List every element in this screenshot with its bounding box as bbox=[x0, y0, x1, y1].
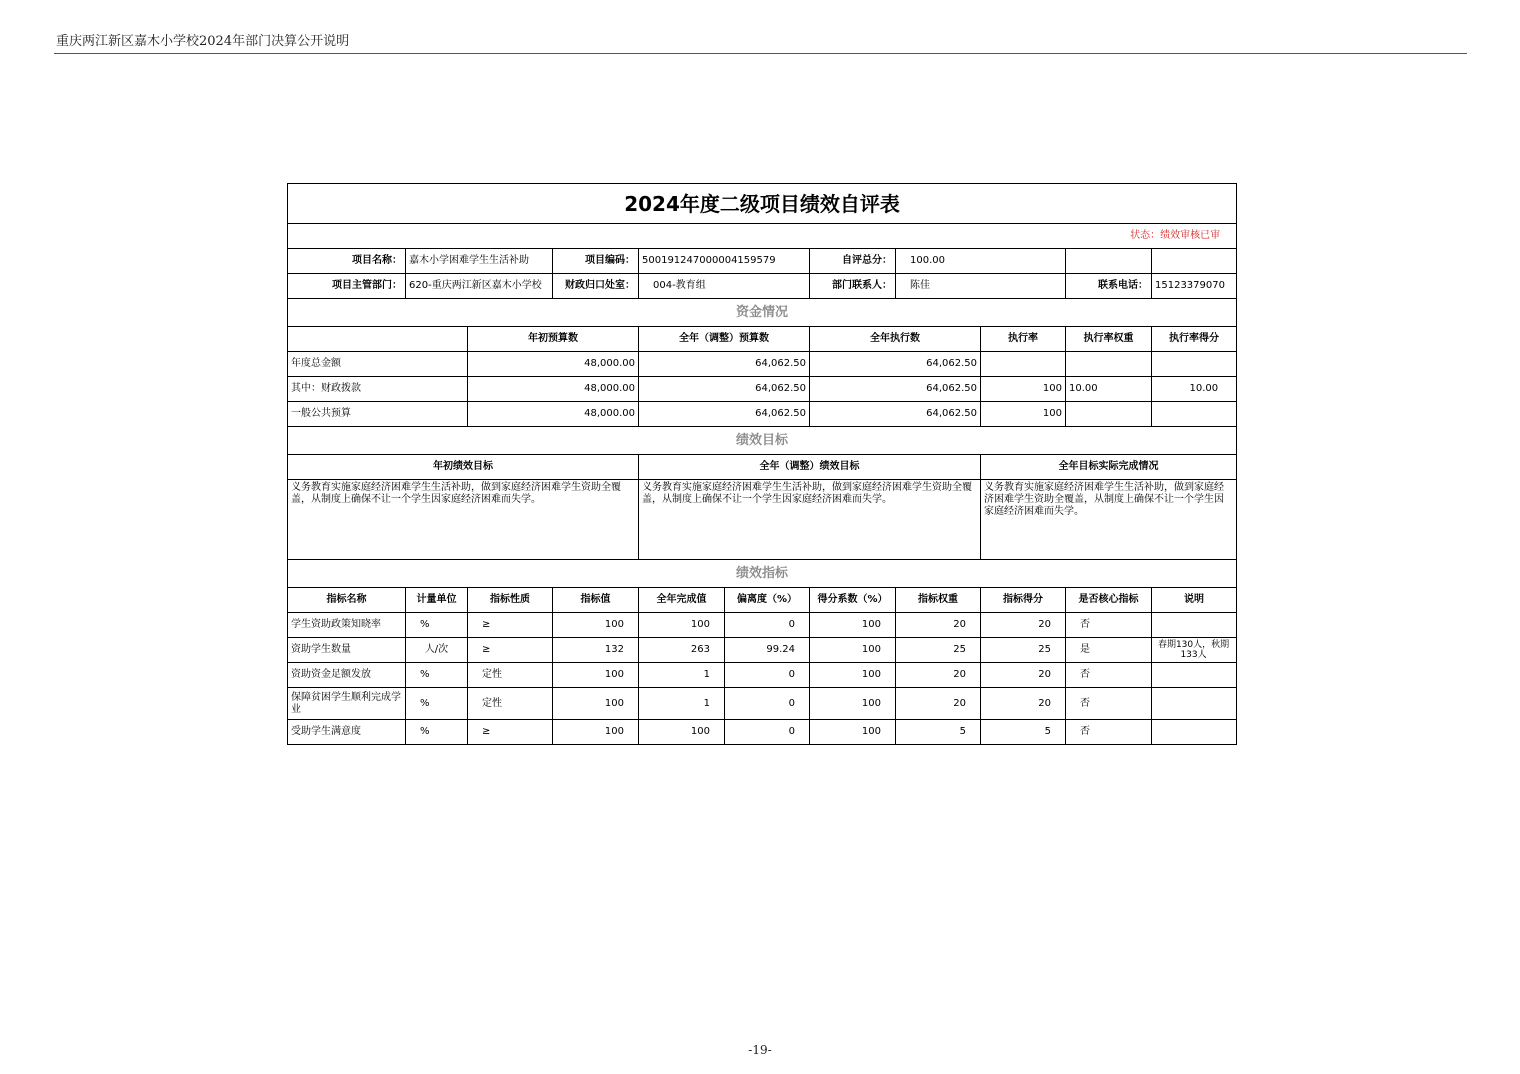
ind-unit: 人/次 bbox=[406, 638, 468, 663]
ind-deviation: 0 bbox=[725, 720, 810, 745]
funds-header-adjusted: 全年（调整）预算数 bbox=[639, 327, 810, 352]
ind-deviation: 99.24 bbox=[725, 638, 810, 663]
ind-weight: 25 bbox=[896, 638, 981, 663]
ind-name: 受助学生满意度 bbox=[288, 720, 406, 745]
ind-coef: 100 bbox=[810, 720, 896, 745]
ind-core: 否 bbox=[1066, 613, 1152, 638]
ind-deviation: 0 bbox=[725, 663, 810, 688]
ind-unit: % bbox=[406, 613, 468, 638]
fund-executed: 64,062.50 bbox=[810, 402, 981, 427]
performance-evaluation-table bbox=[287, 183, 1237, 745]
goal-adjusted-text: 义务教育实施家庭经济困难学生生活补助，做到家庭经济困难学生资助全覆盖，从制度上确保不让一个学生因家庭经济困难而失学。 bbox=[639, 480, 981, 560]
fund-adjusted: 64,062.50 bbox=[639, 352, 810, 377]
fund-name: 一般公共预算 bbox=[288, 402, 468, 427]
fund-name: 其中：财政拨款 bbox=[288, 377, 468, 402]
ind-target: 100 bbox=[553, 720, 639, 745]
phone-value: 15123379070 bbox=[1152, 274, 1237, 299]
goals-header-actual: 全年目标实际完成情况 bbox=[981, 455, 1237, 480]
fund-score bbox=[1152, 402, 1237, 427]
fund-adjusted: 64,062.50 bbox=[639, 402, 810, 427]
ind-coef: 100 bbox=[810, 663, 896, 688]
ind-weight: 5 bbox=[896, 720, 981, 745]
ind-header-nature: 指标性质 bbox=[468, 588, 553, 613]
table-row bbox=[288, 638, 1237, 663]
score-label: 自评总分： bbox=[810, 249, 896, 274]
funds-section-title: 资金情况 bbox=[288, 299, 1237, 327]
funds-header-weight: 执行率权重 bbox=[1066, 327, 1152, 352]
fund-weight: 10.00 bbox=[1066, 377, 1152, 402]
status-text: 状态：绩效审核已审 bbox=[288, 224, 1237, 249]
goal-actual-text: 义务教育实施家庭经济困难学生生活补助，做到家庭经济困难学生资助全覆盖，从制度上确保不让一个学生因家庭经济困难而失学。 bbox=[981, 480, 1237, 560]
ind-deviation: 0 bbox=[725, 688, 810, 720]
ind-score: 20 bbox=[981, 688, 1066, 720]
funds-header-blank bbox=[288, 327, 468, 352]
ind-nature: ≥ bbox=[468, 638, 553, 663]
ind-name: 学生资助政策知晓率 bbox=[288, 613, 406, 638]
project-code-value: 500191247000004159579 bbox=[639, 249, 810, 274]
ind-core: 否 bbox=[1066, 720, 1152, 745]
score-value: 100.00 bbox=[896, 249, 1066, 274]
project-name-label: 项目名称： bbox=[288, 249, 406, 274]
ind-done: 263 bbox=[639, 638, 725, 663]
ind-note bbox=[1152, 688, 1237, 720]
ind-target: 100 bbox=[553, 663, 639, 688]
ind-score: 20 bbox=[981, 663, 1066, 688]
fund-executed: 64,062.50 bbox=[810, 377, 981, 402]
fund-adjusted: 64,062.50 bbox=[639, 377, 810, 402]
fund-initial: 48,000.00 bbox=[468, 402, 639, 427]
fund-rate bbox=[981, 352, 1066, 377]
form-title: 2024年度二级项目绩效自评表 bbox=[288, 184, 1237, 224]
ind-header-unit: 计量单位 bbox=[406, 588, 468, 613]
ind-nature: 定性 bbox=[468, 663, 553, 688]
ind-nature: ≥ bbox=[468, 613, 553, 638]
ind-header-weight: 指标权重 bbox=[896, 588, 981, 613]
ind-unit: % bbox=[406, 720, 468, 745]
ind-nature: 定性 bbox=[468, 688, 553, 720]
table-row bbox=[288, 352, 1237, 377]
ind-target: 100 bbox=[553, 613, 639, 638]
fund-initial: 48,000.00 bbox=[468, 377, 639, 402]
office-value: 004-教育组 bbox=[639, 274, 810, 299]
ind-unit: % bbox=[406, 663, 468, 688]
fund-score bbox=[1152, 352, 1237, 377]
ind-core: 是 bbox=[1066, 638, 1152, 663]
contact-value: 陈佳 bbox=[896, 274, 1066, 299]
indicators-section-title: 绩效指标 bbox=[288, 560, 1237, 588]
project-code-label: 项目编码： bbox=[553, 249, 639, 274]
ind-note: 春期130人，秋期133人 bbox=[1152, 638, 1237, 663]
goal-initial-text: 义务教育实施家庭经济困难学生生活补助，做到家庭经济困难学生资助全覆盖，从制度上确保不让一个学生因家庭经济困难而失学。 bbox=[288, 480, 639, 560]
table-row bbox=[288, 688, 1237, 720]
ind-header-core: 是否核心指标 bbox=[1066, 588, 1152, 613]
ind-coef: 100 bbox=[810, 638, 896, 663]
ind-header-done: 全年完成值 bbox=[639, 588, 725, 613]
ind-deviation: 0 bbox=[725, 613, 810, 638]
fund-weight bbox=[1066, 402, 1152, 427]
ind-target: 132 bbox=[553, 638, 639, 663]
fund-initial: 48,000.00 bbox=[468, 352, 639, 377]
fund-executed: 64,062.50 bbox=[810, 352, 981, 377]
ind-coef: 100 bbox=[810, 613, 896, 638]
funds-header-executed: 全年执行数 bbox=[810, 327, 981, 352]
fund-rate: 100 bbox=[981, 402, 1066, 427]
header-rule bbox=[54, 53, 1467, 54]
ind-name: 资助资金足额发放 bbox=[288, 663, 406, 688]
ind-weight: 20 bbox=[896, 663, 981, 688]
goals-section-title: 绩效目标 bbox=[288, 427, 1237, 455]
funds-header-rate: 执行率 bbox=[981, 327, 1066, 352]
ind-note bbox=[1152, 720, 1237, 745]
empty-cell bbox=[1152, 249, 1237, 274]
funds-header-initial: 年初预算数 bbox=[468, 327, 639, 352]
ind-header-coef: 得分系数（%） bbox=[810, 588, 896, 613]
ind-header-deviation: 偏离度（%） bbox=[725, 588, 810, 613]
table-row bbox=[288, 402, 1237, 427]
table-row bbox=[288, 613, 1237, 638]
funds-header-score: 执行率得分 bbox=[1152, 327, 1237, 352]
table-row bbox=[288, 663, 1237, 688]
table-row bbox=[288, 377, 1237, 402]
ind-note bbox=[1152, 663, 1237, 688]
ind-score: 25 bbox=[981, 638, 1066, 663]
ind-header-note: 说明 bbox=[1152, 588, 1237, 613]
ind-target: 100 bbox=[553, 688, 639, 720]
goals-header-initial: 年初绩效目标 bbox=[288, 455, 639, 480]
ind-header-target: 指标值 bbox=[553, 588, 639, 613]
ind-done: 1 bbox=[639, 663, 725, 688]
ind-nature: ≥ bbox=[468, 720, 553, 745]
ind-header-name: 指标名称 bbox=[288, 588, 406, 613]
phone-label: 联系电话： bbox=[1066, 274, 1152, 299]
ind-weight: 20 bbox=[896, 613, 981, 638]
ind-name: 保障贫困学生顺利完成学业 bbox=[288, 688, 406, 720]
page-number: -19- bbox=[748, 1043, 772, 1057]
ind-core: 否 bbox=[1066, 663, 1152, 688]
office-label: 财政归口处室： bbox=[553, 274, 639, 299]
dept-value: 620-重庆两江新区嘉木小学校 bbox=[406, 274, 553, 299]
ind-name: 资助学生数量 bbox=[288, 638, 406, 663]
ind-weight: 20 bbox=[896, 688, 981, 720]
ind-core: 否 bbox=[1066, 688, 1152, 720]
ind-note bbox=[1152, 613, 1237, 638]
ind-score: 5 bbox=[981, 720, 1066, 745]
dept-label: 项目主管部门： bbox=[288, 274, 406, 299]
ind-done: 100 bbox=[639, 613, 725, 638]
table-row bbox=[288, 720, 1237, 745]
empty-cell bbox=[1066, 249, 1152, 274]
contact-label: 部门联系人： bbox=[810, 274, 896, 299]
ind-coef: 100 bbox=[810, 688, 896, 720]
goals-header-adjusted: 全年（调整）绩效目标 bbox=[639, 455, 981, 480]
ind-header-score: 指标得分 bbox=[981, 588, 1066, 613]
page-header: 重庆两江新区嘉木小学校2024年部门决算公开说明 bbox=[56, 34, 350, 49]
fund-score: 10.00 bbox=[1152, 377, 1237, 402]
fund-rate: 100 bbox=[981, 377, 1066, 402]
ind-score: 20 bbox=[981, 613, 1066, 638]
ind-done: 100 bbox=[639, 720, 725, 745]
ind-unit: % bbox=[406, 688, 468, 720]
project-name-value: 嘉木小学困难学生生活补助 bbox=[406, 249, 553, 274]
ind-done: 1 bbox=[639, 688, 725, 720]
fund-name: 年度总金额 bbox=[288, 352, 468, 377]
fund-weight bbox=[1066, 352, 1152, 377]
